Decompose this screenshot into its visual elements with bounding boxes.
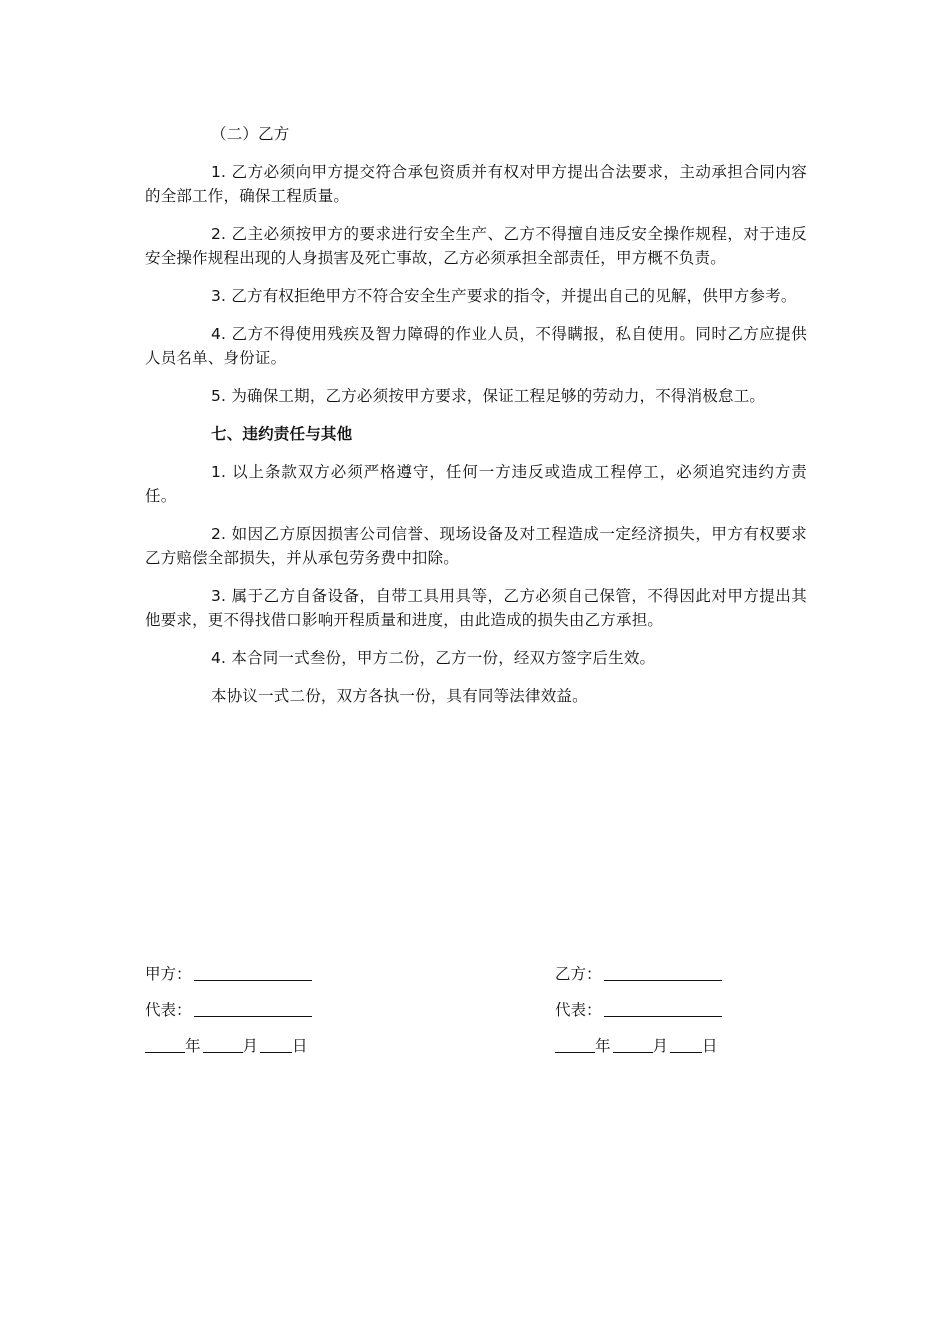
party-b-day-label: 日 [702, 1037, 718, 1055]
clause-7-3: 3. 属于乙方自备设备，自带工具用具等，乙方必须自己保管，不得因此对甲方提出其他要求，更不得找借口影响开程质量和进度，由此造成的损失由乙方承担。 [145, 587, 807, 629]
party-a-day-blank[interactable] [260, 1036, 292, 1053]
clause-7-4: 4. 本合同一式叁份，甲方二份，乙方一份，经双方签字后生效。 [211, 649, 656, 667]
section-heading-breach: 七、违约责任与其他 [211, 425, 353, 443]
party-b-rep-label: 代表： [555, 1001, 602, 1019]
clause-b-5: 5. 为确保工期，乙方必须按甲方要求，保证工程足够的劳动力，不得消极怠工。 [211, 387, 766, 405]
party-a-rep-blank[interactable] [194, 1000, 312, 1017]
party-b-date-line [555, 1034, 722, 1058]
clause-7-2: 2. 如因乙方原因损害公司信誉、现场设备及对工程造成一定经济损失，甲方有权要求乙方赔偿全部损失，并从承包劳务费中扣除。 [145, 525, 807, 567]
clause-b-4: 4. 乙方不得使用残疾及智力障碍的作业人员，不得瞒报，私自使用。同时乙方应提供人员名单、身份证。 [145, 325, 807, 367]
party-b-label: 乙方： [555, 965, 602, 983]
party-a-year-blank[interactable] [145, 1036, 185, 1053]
section-heading-party-b: （二）乙方 [211, 125, 290, 143]
party-a-rep-line [145, 998, 312, 1022]
clause-b-2: 2. 乙主必须按甲方的要求进行安全生产、乙方不得擅自违反安全操作规程，对于违反安全操作规程出现的人身损害及死亡事故，乙方必须承担全部责任，甲方概不负责。 [145, 225, 807, 267]
clause-b-1: 1. 乙方必须向甲方提交符合承包资质并有权对甲方提出合法要求，主动承担合同内容的全部工作，确保工程质量。 [145, 163, 807, 205]
party-b-year-label: 年 [595, 1037, 611, 1055]
party-a-rep-label: 代表： [145, 1001, 192, 1019]
signature-block-party-b [555, 962, 722, 1070]
party-b-month-blank[interactable] [613, 1036, 653, 1053]
clause-b-3: 3. 乙方有权拒绝甲方不符合安全生产要求的指令，并提出自己的见解，供甲方参考。 [211, 287, 797, 305]
party-a-signature-line [145, 962, 312, 986]
signature-block-party-a [145, 962, 312, 1070]
closing-statement: 本协议一式二份，双方各执一份，具有同等法律效益。 [211, 687, 588, 705]
party-b-year-blank[interactable] [555, 1036, 595, 1053]
party-a-year-label: 年 [185, 1037, 201, 1055]
party-b-rep-blank[interactable] [604, 1000, 722, 1017]
party-a-day-label: 日 [292, 1037, 308, 1055]
party-b-blank[interactable] [604, 964, 722, 981]
party-a-month-label: 月 [242, 1037, 259, 1055]
party-b-rep-line [555, 998, 722, 1022]
party-a-month-blank[interactable] [203, 1036, 243, 1053]
party-b-month-label: 月 [652, 1037, 669, 1055]
party-b-signature-line [555, 962, 722, 986]
party-a-label: 甲方： [145, 965, 192, 983]
party-b-day-blank[interactable] [670, 1036, 702, 1053]
document-body [145, 122, 807, 722]
party-a-date-line [145, 1034, 312, 1058]
party-a-blank[interactable] [194, 964, 312, 981]
clause-7-1: 1. 以上条款双方必须严格遵守，任何一方违反或造成工程停工，必须追究违约方责任。 [145, 463, 807, 505]
